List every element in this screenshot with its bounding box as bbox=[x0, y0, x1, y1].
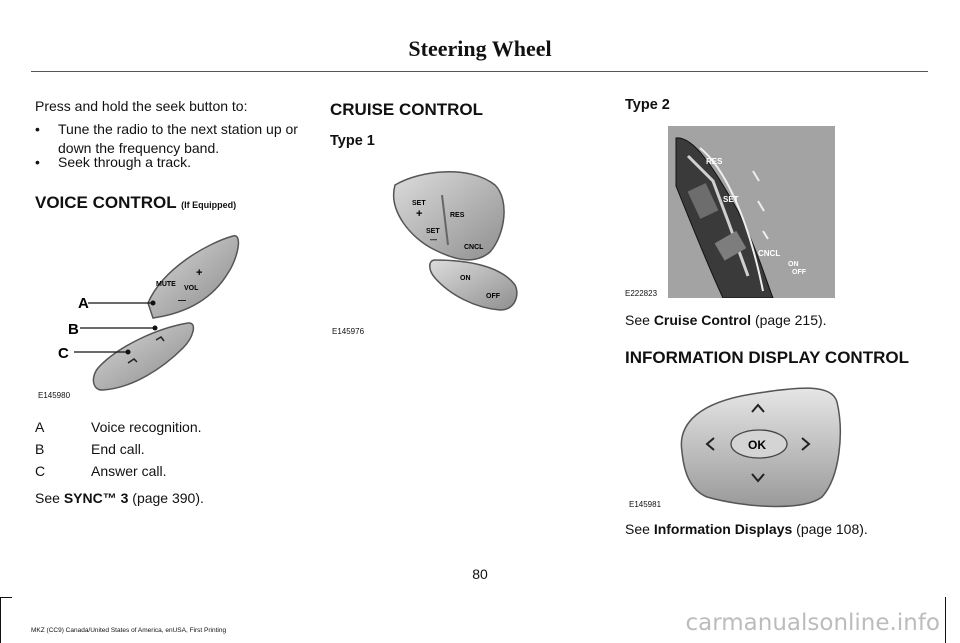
set-label: SET bbox=[723, 195, 739, 204]
info-displays-link[interactable]: Information Displays bbox=[653, 521, 793, 537]
figure-code: E145980 bbox=[38, 391, 71, 400]
footer-text: MKZ (CC9) Canada/United States of America, enUSA, First Printing bbox=[31, 627, 227, 634]
crop-mark bbox=[0, 597, 1, 643]
bullet-text: Seek through a track. bbox=[58, 154, 192, 170]
callout-a: A bbox=[78, 295, 89, 312]
item-text: Answer call. bbox=[91, 463, 167, 479]
callout-c: C bbox=[58, 345, 69, 362]
list-item bbox=[35, 440, 295, 459]
item-key: B bbox=[35, 441, 45, 457]
item-key: C bbox=[35, 463, 46, 479]
figure-code: E145981 bbox=[629, 500, 662, 509]
off-label: OFF bbox=[792, 269, 806, 276]
list-item bbox=[35, 418, 295, 437]
figure-code: E222823 bbox=[625, 289, 658, 298]
type2-label: Type 2 bbox=[625, 97, 670, 113]
cruise-type1-figure bbox=[380, 160, 560, 330]
on-label: ON bbox=[460, 275, 471, 282]
intro-text: Press and hold the seek button to: bbox=[35, 98, 248, 114]
voice-control-heading bbox=[35, 193, 236, 213]
set-minus-label: SET bbox=[426, 228, 440, 235]
see-cruise-reference bbox=[625, 311, 827, 330]
page-ref: (page 215). bbox=[754, 312, 827, 328]
plus-label: + bbox=[196, 267, 203, 279]
see-sync-reference bbox=[35, 489, 204, 508]
header-rule bbox=[31, 71, 928, 72]
item-text: End call. bbox=[91, 441, 145, 457]
cruise-control-heading: CRUISE CONTROL bbox=[330, 100, 483, 119]
cruise-type2-figure bbox=[668, 126, 835, 298]
page-ref: (page 390). bbox=[132, 490, 204, 506]
item-text: Voice recognition. bbox=[91, 419, 202, 435]
bullet-item: • Seek through a track. bbox=[35, 154, 192, 170]
bullet-text: Tune the radio to the next station up or down the frequency band. bbox=[58, 121, 298, 156]
item-key: A bbox=[35, 419, 45, 435]
see-info-reference bbox=[625, 520, 868, 539]
crop-mark bbox=[945, 597, 946, 643]
off-label: OFF bbox=[486, 293, 500, 300]
res-label: RES bbox=[450, 212, 465, 219]
heading-qualifier: (If Equipped) bbox=[181, 200, 237, 210]
see-prefix: See bbox=[625, 312, 650, 328]
mute-label: MUTE bbox=[156, 281, 176, 288]
set-plus-label: SET bbox=[412, 200, 426, 207]
res-label: RES bbox=[706, 157, 723, 166]
figure-code: E145976 bbox=[332, 327, 365, 336]
info-display-figure bbox=[672, 382, 847, 510]
bullet-item: • Tune the radio to the next station up or down the frequency band. bbox=[35, 121, 298, 156]
watermark: carmanualsonline.info bbox=[685, 610, 940, 636]
see-prefix: See bbox=[625, 521, 650, 537]
plus-label: + bbox=[416, 208, 423, 220]
callout-list bbox=[35, 418, 295, 484]
voice-control-figure bbox=[38, 228, 268, 403]
page-ref: (page 108). bbox=[796, 521, 868, 537]
type1-label: Type 1 bbox=[330, 133, 375, 149]
ok-button[interactable]: OK bbox=[748, 438, 766, 452]
cncl-label: CNCL bbox=[758, 249, 781, 258]
page-number: 80 bbox=[472, 566, 488, 582]
callout-b: B bbox=[68, 321, 79, 338]
cncl-label: CNCL bbox=[464, 244, 484, 251]
minus-label: — bbox=[178, 296, 186, 305]
vol-label: VOL bbox=[184, 285, 199, 292]
info-display-heading: INFORMATION DISPLAY CONTROL bbox=[625, 348, 909, 367]
page-title: Steering Wheel bbox=[408, 36, 552, 61]
on-label: ON bbox=[788, 261, 799, 268]
crop-mark bbox=[0, 597, 12, 598]
cruise-control-link[interactable]: Cruise Control bbox=[653, 312, 752, 328]
sync-link[interactable]: SYNC™ 3 bbox=[63, 490, 129, 506]
list-item bbox=[35, 462, 295, 481]
heading-text: VOICE CONTROL bbox=[35, 193, 177, 212]
see-prefix: See bbox=[35, 490, 60, 506]
minus-label: — bbox=[430, 237, 437, 244]
